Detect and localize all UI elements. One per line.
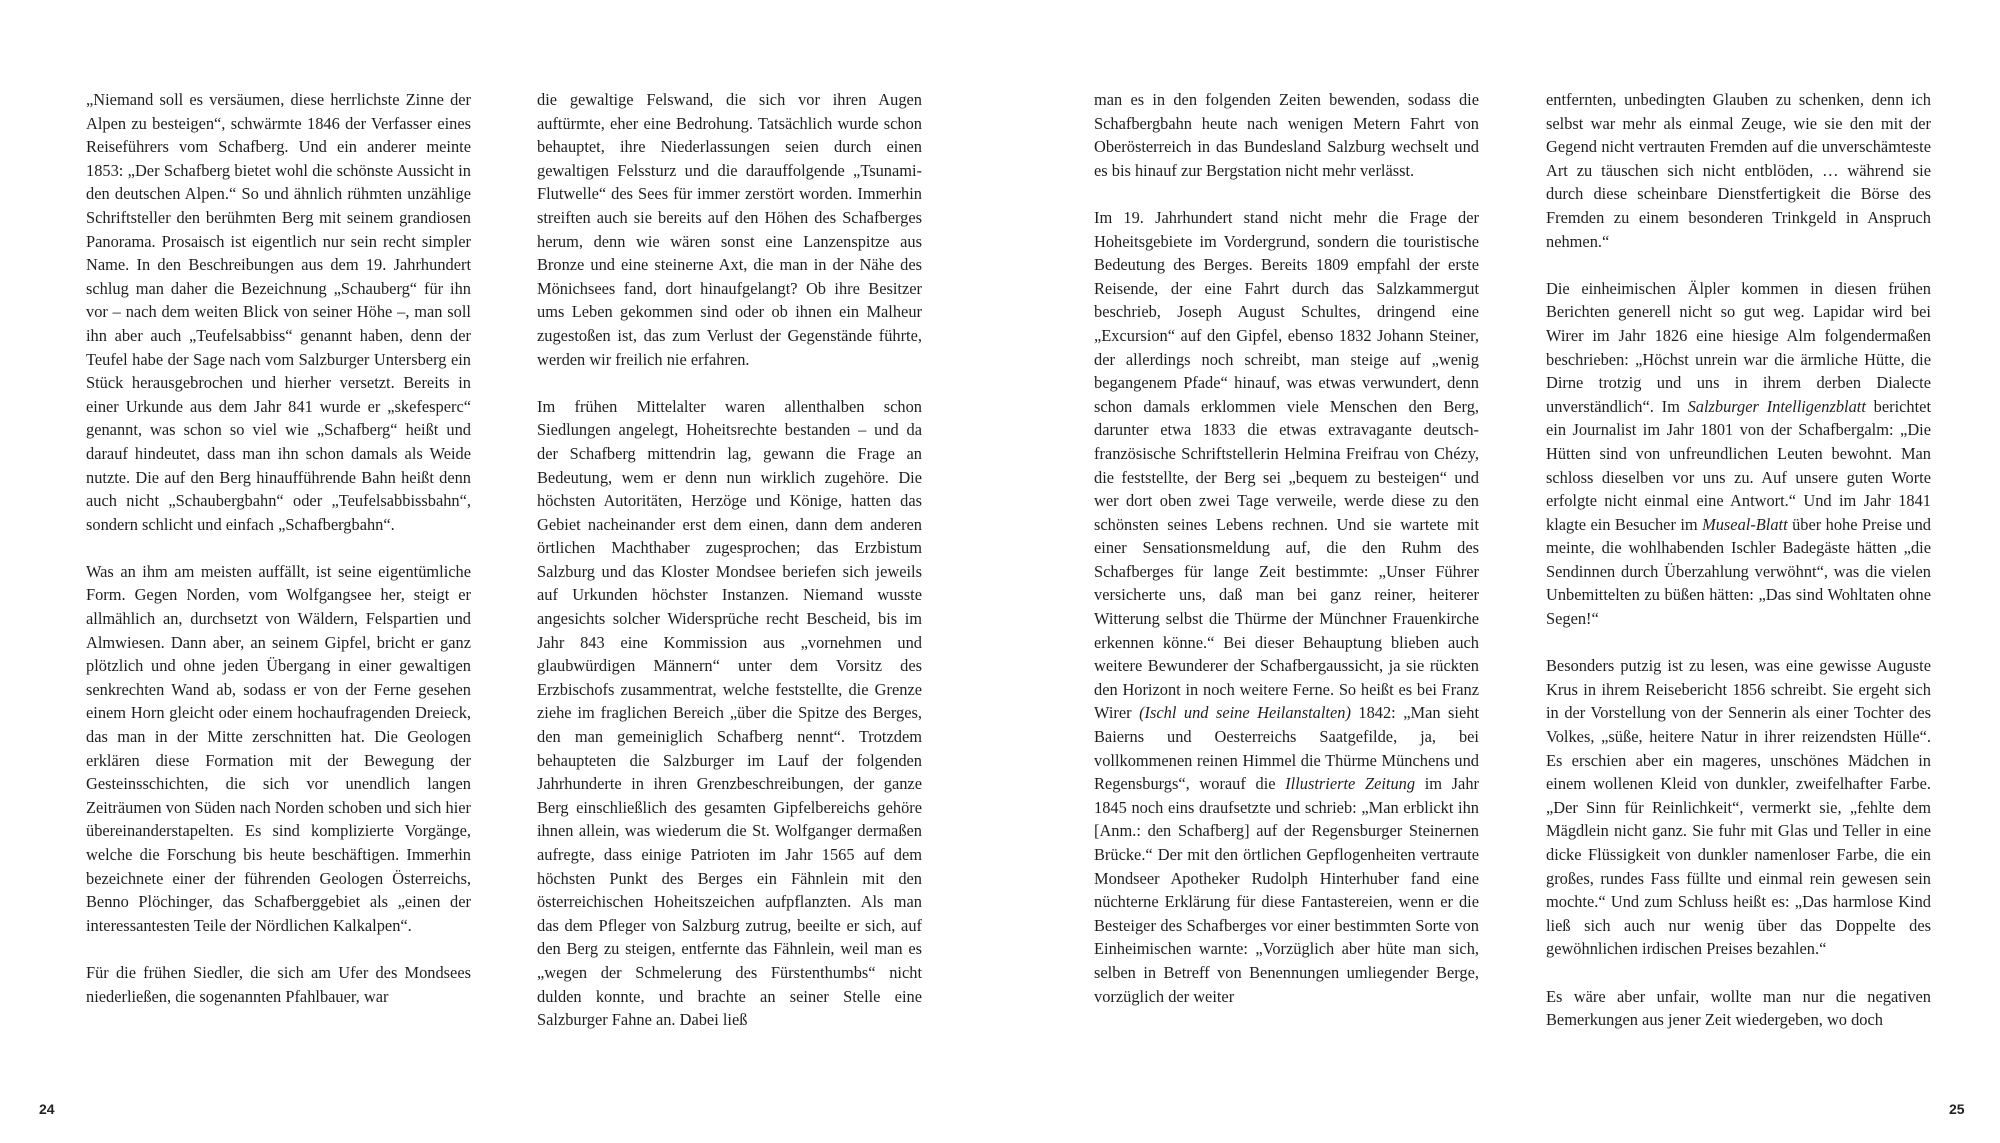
italic-title: (Ischl und seine Heilanstalten) bbox=[1139, 703, 1351, 723]
paragraph: Was an ihm am meisten auffällt, ist seine eigentümliche Form. Gegen Norden, vom Wolfgangsee her, steigt er allmählich an, durchsetzt von Wäldern, Felspartien und Almwiesen. Dann aber, an seinem Gipfel, bricht er ganz plötzlich und ohne jeden Übergang in einer gewaltigen senkrechten Wand ab, sodass er von der Ferne gesehen einem Horn gleicht oder einem hochaufragenden Dreieck, das man in der Mitte zerschnitten hat. Die Geologen erklären diese Formation mit der Bewegung der Gesteinsschichten, die sich vor unendlich langen Zeiträumen von Süden nach Norden schoben und sich hier übereinanderstapelten. Es sind komplizierte Vorgänge, welche die Forschung bis heute beschäftigen. Immerhin bezeichnete einer der führenden Geologen Österreichs, Benno Plöchinger, das Schafberggebiet als „einen der interessantesten Teile der Nördlichen Kalkalpen“. bbox=[86, 561, 471, 935]
text-column-4 bbox=[1546, 88, 1931, 1055]
paragraph: Für die frühen Siedler, die sich am Ufer des Mondsees niederließen, die sogenannten Pfahlbauer, war bbox=[86, 962, 471, 1006]
text-column-1 bbox=[86, 88, 471, 1032]
right-page bbox=[1000, 0, 2000, 1143]
text-run: Im 19. Jahrhundert stand nicht mehr die Frage der Hoheitsgebiete im Vordergrund, sondern die touristische Bedeutung des Berges. Bereits 1809 empfahl der erste Reisende, der eine Fahrt durch das Salzkammergut beschrieb, Joseph August Schultes, dringend eine „Excursion“ auf den Gipfel, ebenso 1832 Johann Steiner, der allerdings noch schreibt, man steige auf „wenig begangenem Pfade“ hinauf, was etwas verwundert, denn schon damals erklommen viele Menschen den Berg, darunter etwa 1833 die etwas extravagante deutsch-französische Schriftstellerin Helmina Freifrau von Chézy, die feststellte, der Berg sei „bequem zu besteigen“ und wer dort oben zwei Tage verweile, werde diese zu den schönsten seines Lebens rechnen. Und sie wartete mit einer Sensationsmeldung auf, die den Ruhm des Schafberges für lange Zeit bestimmte: „Unser Führer versicherte uns, daß man bei ganz reiner, heiterer Witterung selbst die Thürme der Münchner Frauenkirche erkennen könne.“ Bei dieser Behauptung blieben auch weitere Bewunderer der Schafbergaussicht, ja sie rückten den Horizont in noch weitere Ferne. So heißt es bei Franz Wirer bbox=[1094, 207, 1479, 723]
paragraph bbox=[1546, 277, 1931, 631]
text-column-2 bbox=[537, 88, 922, 1055]
paragraph: Besonders putzig ist zu lesen, was eine gewisse Auguste Krus in ihrem Reisebericht 1856 schreibt. Sie ergeht sich in der Vorstellung von der Sennerin als einer Tochter des Volkes, „süße, heitere Natur in ihrer reizendsten Hülle“. Es erschien aber ein mageres, unschönes Mädchen in einem wollenen Kleid von dunkler, zweifelhafter Farbe. „Der Sinn für Reinlichkeit“, vermerkt sie, „fehlte dem Mägdlein nicht ganz. Sie fuhr mit Glas und Teller in eine dicke Flüssigkeit von dunkler namenloser Farbe, die ein großes, rundes Fass füllte und einmal rein gewesen sein mochte.“ Und zum Schluss heißt es: „Das harmlose Kind ließ sich auch nur wenig über das Doppelte des gewöhnlichen irdischen Preises bezahlen.“ bbox=[1546, 656, 1931, 959]
italic-title: Museal-Blatt bbox=[1702, 514, 1788, 534]
paragraph: Im frühen Mittelalter waren allenthalben schon Siedlungen angelegt, Hoheitsrechte bestanden – und da der Schafberg mittendrin lag, gewann die Frage an Bedeutung, wem er denn nun wirklich zugehöre. Die höchsten Autoritäten, Herzöge und Könige, hatten das Gebiet nacheinander erst dem einen, dann dem anderen örtlichen Machthaber zugesprochen; das Erzbistum Salzburg und das Kloster Mondsee beriefen sich jeweils auf Urkunden höchster Instanzen. Niemand wusste angesichts solcher Widersprüche recht Bescheid, bis im Jahr 843 eine Kommission aus „vornehmen und glaubwürdigen Männern“ unter dem Vorsitz des Erzbischofs zusammentrat, welche feststellte, die Grenze ziehe im fraglichen Bereich „über die Spitze des Berges, den man gemeiniglich Schafberg nennt“. Trotzdem behaupteten die Salzburger im Lauf der folgenden Jahrhunderte in ihren Grenzbeschreibungen, der ganze Berg einschließlich des gesamten Gipfelbereichs gehöre ihnen allein, was wiederum die St. Wolfganger dermaßen aufregte, dass einige Patrioten im Jahr 1565 auf dem höchsten Punkt des Berges ein Fähnlein mit den österreichischen Hoheitszeichen aufpflanzten. Als man das dem Pfleger von Salzburg zutrug, beeilte er sich, auf den Berg zu steigen, entfernte das Fähnlein, weil man es „wegen der Schmelerung des Fürstenthumbs“ nicht dulden konnte, und brachte an seiner Stelle eine Salzburger Fahne an. Dabei ließ bbox=[537, 396, 922, 1030]
page-number-right: 25 bbox=[1949, 1101, 1965, 1117]
paragraph: die gewaltige Felswand, die sich vor ihren Augen auftürmte, eher eine Bedrohung. Tatsächlich wurde schon behauptet, ihre Niederlassungen seien durch einen gewaltigen Felssturz und die darauffolgende „Tsunami-Flutwelle“ des Sees für immer zerstört worden. Immerhin streiften auch sie bereits auf den Höhen des Schafberges herum, denn wie wären sonst eine Lanzenspitze aus Bronze und eine steinerne Axt, die man in der Nähe des Mönichsees fand, dort hinaufgelangt? Ob ihre Besitzer ums Leben gekommen sind oder ob ihnen ein Malheur zugestoßen ist, das zum Verlust der Gegenstände führte, werden wir freilich nie erfahren. bbox=[537, 90, 922, 369]
paragraph bbox=[1094, 206, 1479, 1008]
paragraph: Es wäre aber unfair, wollte man nur die negativen Bemerkungen aus jener Zeit wiedergeben, wo doch bbox=[1546, 986, 1931, 1030]
text-run: Die einheimischen Älpler kommen in diesen frühen Berichten generell nicht so gut weg. Lapidar wird bei Wirer im Jahr 1826 eine hiesige Alm folgendermaßen beschrieben: „Höchst unrein war die ärmliche Hütte, die Dirne trotzig und uns in ihrem derben Dialecte unverständlich“. Im bbox=[1546, 278, 1931, 416]
italic-title: Salzburger Intelligenzblatt bbox=[1687, 396, 1866, 416]
page-number-left: 24 bbox=[39, 1101, 55, 1117]
text-run: über hohe Preise und meinte, die wohlhabenden Ischler Badegäste hätten „die Sendinnen durch Überzahlung verwöhnt“, was die vielen Unbemittelten zu büßen hätten: „Das sind Wohltaten ohne Segen!“ bbox=[1546, 514, 1931, 629]
paragraph: man es in den folgenden Zeiten bewenden, sodass die Schafbergbahn heute nach wenigen Metern Fahrt von Oberösterreich in das Bundesland Salzburg wechselt und es bis hinauf zur Bergstation nicht mehr verlässt. bbox=[1094, 90, 1479, 180]
text-run: berichtet ein Journalist im Jahr 1801 von der Schafbergalm: „Die Hütten sind von unfreundlichen Leuten bewohnt. Man schloss dieselben vor uns zu. Auf unsere guten Worte erfolgte nicht einmal eine Antwort.“ Und im Jahr 1841 klagte ein Besucher im bbox=[1546, 396, 1931, 534]
italic-title: Illustrierte Zeitung bbox=[1285, 774, 1416, 794]
text-run: im Jahr 1845 noch eins draufsetzte und schrieb: „Man erblickt ihn [Anm.: den Schafberg] auf der Regensburger Steinernen Brücke.“ Der mit den örtlichen Gepflogenheiten vertraute Mondseer Apotheker Rudolph Hinterhuber fand eine nüchterne Erklärung für diese Fantastereien, wenn er die Besteiger des Schafberges vor einer bestimmten Sorte von Einheimischen warnte: „Vorzüglich aber hüte man sich, selben in Betreff von Benennungen umliegender Berge, vorzüglich der weiter bbox=[1094, 774, 1479, 1006]
paragraph: „Niemand soll es versäumen, diese herrlichste Zinne der Alpen zu besteigen“, schwärmte 1846 der Verfasser eines Reiseführers vom Schafberg. Und ein anderer meinte 1853: „Der Schafberg bietet wohl die schönste Aussicht in den deutschen Alpen.“ So und ähnlich rühmten unzählige Schriftsteller den berühmten Berg mit seinem grandiosen Panorama. Prosaisch ist eigentlich nur sein recht simpler Name. In den Beschreibungen aus dem 19. Jahrhundert schlug man daher die Bezeichnung „Schauberg“ für ihn vor – nach dem weiten Blick von seiner Höhe –, man soll ihn aber auch „Teufelsabbiss“ genannt haben, denn der Teufel habe der Sage nach vom Salzburger Untersberg ein Stück herausgebrochen und hierher versetzt. Bereits in einer Urkunde aus dem Jahr 841 wurde er „skefesperc“ genannt, was schon so viel wie „Schafberg“ heißt und darauf hindeutet, dass man ihn schon damals als Weide nutzte. Die auf den Berg hinaufführende Bahn heißt denn auch nicht „Schaubergbahn“ oder „Teufelsabbissbahn“, sondern schlicht und einfach „Schafbergbahn“. bbox=[86, 90, 471, 534]
text-column-3 bbox=[1094, 88, 1479, 1032]
paragraph: entfernten, unbedingten Glauben zu schenken, denn ich selbst war mehr als einmal Zeuge, wie sie den mit der Gegend nicht vertrauten Fremden auf die unverschämteste Art zu täuschen sich nicht entblöden, … während sie durch diese scheinbare Dienstfertigkeit die Börse des Fremden zu einem besonderen Trinkgeld in Anspruch nehmen.“ bbox=[1546, 90, 1931, 251]
text-run: 1842: „Man sieht Baierns und Oesterreichs Saatgefilde, ja, bei vollkommenen reinen Himmel die Thürme Münchens und Regensburgs“, worauf die bbox=[1094, 703, 1479, 794]
